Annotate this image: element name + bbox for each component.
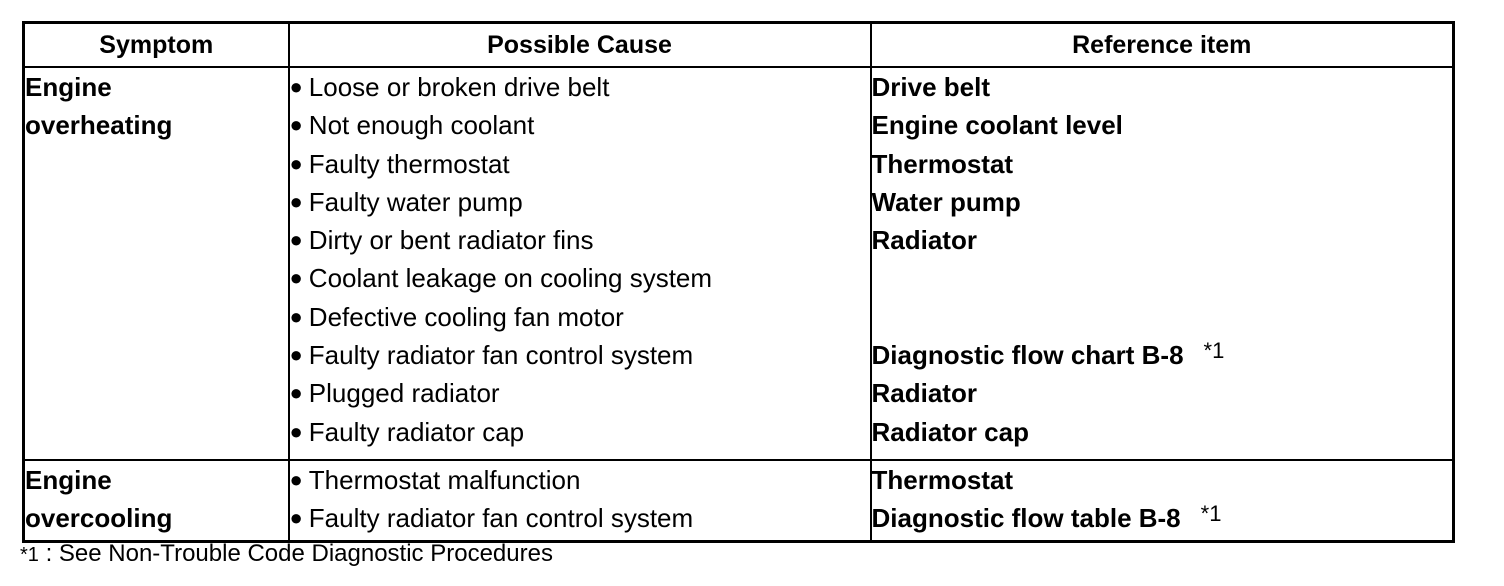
reference-text: Thermostat <box>871 464 1014 495</box>
cause-item <box>290 413 870 451</box>
reference-text: Radiator <box>871 378 977 409</box>
bullet-icon: ● <box>289 418 303 444</box>
cause-item <box>290 106 870 144</box>
reference-item <box>872 183 1453 221</box>
reference-text: Diagnostic flow table B-8 <box>871 503 1181 534</box>
bullet-icon: ● <box>289 505 303 531</box>
header-row <box>24 23 1454 68</box>
cause-item <box>290 68 870 106</box>
bullet-icon: ● <box>289 466 303 492</box>
footnote-mark: *1 <box>20 544 39 566</box>
bullet-icon: ● <box>289 74 303 99</box>
reference-text: Radiator <box>871 225 977 256</box>
reference-item <box>872 106 1453 144</box>
header-possible-cause: Possible Cause <box>289 23 871 68</box>
cause-text: Dirty or bent radiator fins <box>308 225 594 256</box>
cause-text: Coolant leakage on cooling system <box>308 263 713 294</box>
symptom-line: overcooling <box>25 503 173 534</box>
reference-item <box>872 336 1453 374</box>
bullet-icon: ● <box>289 265 303 291</box>
cause-item <box>290 145 870 183</box>
cause-item <box>290 298 870 336</box>
reference-cell <box>871 460 1454 541</box>
reference-text: Drive belt <box>871 72 990 102</box>
reference-item <box>872 259 1453 297</box>
symptom-cell <box>24 67 289 460</box>
reference-item <box>872 221 1453 259</box>
table-body <box>24 67 1454 541</box>
header-symptom: Symptom <box>24 23 289 68</box>
cause-item <box>290 336 870 374</box>
reference-text: Radiator cap <box>871 416 1029 447</box>
reference-text: Diagnostic flow chart B-8 <box>871 340 1184 371</box>
cause-item <box>290 499 870 537</box>
cause-text: Faulty water pump <box>308 186 523 217</box>
reference-note: *1 <box>1203 338 1225 364</box>
cause-text: Loose or broken drive belt <box>308 72 610 102</box>
reference-text: Water pump <box>871 186 1021 217</box>
reference-item <box>872 374 1453 412</box>
symptom-line: Engine <box>25 72 112 102</box>
reference-text: Thermostat <box>871 148 1014 179</box>
cause-text: Faulty radiator cap <box>308 416 525 447</box>
reference-text: Engine coolant level <box>871 110 1123 141</box>
bullet-icon: ● <box>289 342 303 368</box>
bullet-icon: ● <box>289 303 303 329</box>
reference-item <box>872 461 1453 499</box>
footnote-text: : See Non-Trouble Code Diagnostic Procedures <box>38 540 553 567</box>
cause-text: Not enough coolant <box>308 110 535 141</box>
bullet-icon: ● <box>289 150 303 176</box>
footnote <box>20 540 553 568</box>
reference-cell <box>871 67 1454 460</box>
cause-item <box>290 183 870 221</box>
bullet-icon: ● <box>289 188 303 214</box>
cause-text: Plugged radiator <box>308 378 500 409</box>
cause-item <box>290 374 870 412</box>
symptom-line: overheating <box>25 110 173 141</box>
reference-item <box>872 298 1453 336</box>
cause-text: Faulty thermostat <box>308 148 510 179</box>
symptom-line: Engine <box>25 464 112 495</box>
bullet-icon: ● <box>289 227 303 253</box>
diagnosis-table <box>22 21 1455 543</box>
reference-item <box>872 413 1453 451</box>
cause-cell <box>289 460 871 541</box>
bullet-icon: ● <box>289 380 303 406</box>
cause-item <box>290 221 870 259</box>
cause-text: Defective cooling fan motor <box>308 301 624 332</box>
cause-item <box>290 259 870 297</box>
reference-item <box>872 145 1453 183</box>
reference-item <box>872 499 1453 537</box>
cause-cell <box>289 67 871 460</box>
symptom-group-row <box>24 67 1454 460</box>
reference-note: *1 <box>1200 501 1222 527</box>
cause-text: Faulty radiator fan control system <box>308 340 694 371</box>
reference-item <box>872 68 1453 106</box>
cause-text: Faulty radiator fan control system <box>308 503 694 534</box>
cause-text: Thermostat malfunction <box>308 464 581 495</box>
cause-item <box>290 461 870 499</box>
symptom-group-row <box>24 460 1454 541</box>
bullet-icon: ● <box>289 112 303 138</box>
symptom-cell <box>24 460 289 541</box>
header-reference-item: Reference item <box>871 23 1454 68</box>
